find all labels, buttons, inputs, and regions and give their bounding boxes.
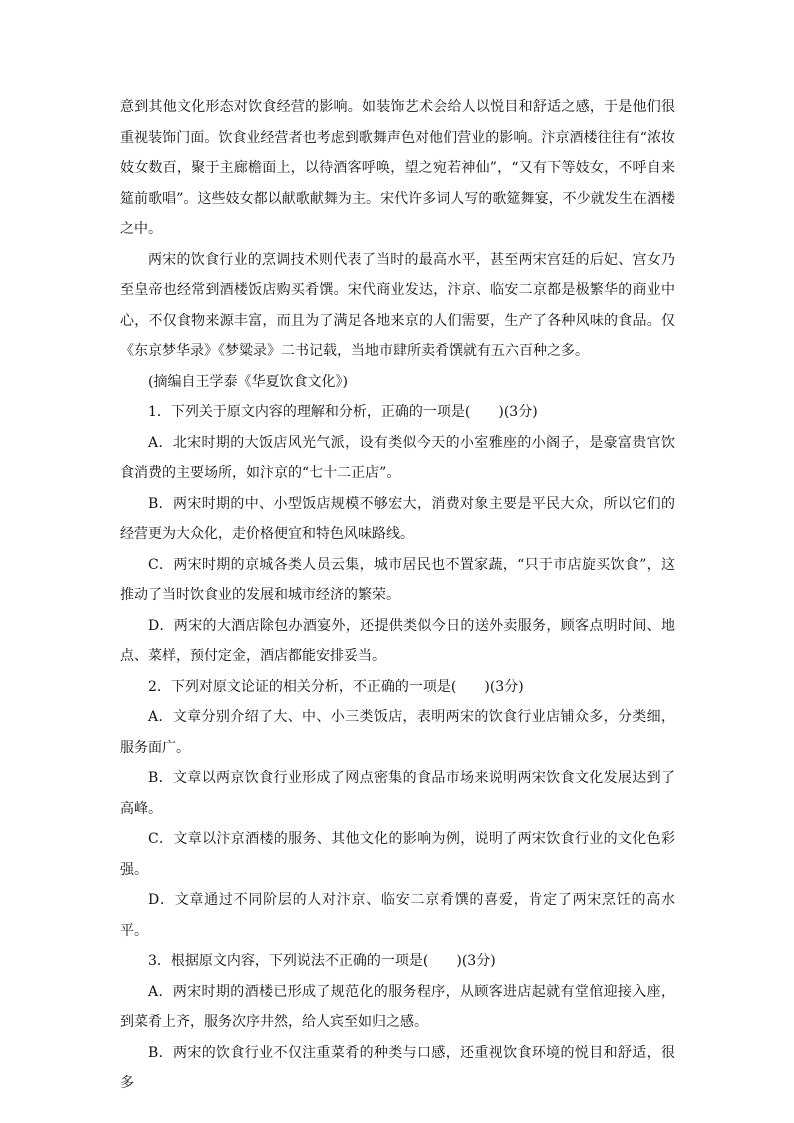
- question-1-option-c: C．两宋时期的京城各类人员云集，城市居民也不置家蔬，“只于市店旋买饮食”，这推动了当时饮食业的发展和城市经济的繁荣。: [120, 556, 675, 603]
- source-citation: (摘编自王学泰《华夏饮食文化》): [148, 373, 348, 390]
- question-2-option-b: B．文章以两京饮食行业形成了网点密集的食品市场来说明两宋饮食文化发展达到了高峰。: [120, 770, 675, 817]
- question-1-stem: 1．下列关于原文内容的理解和分析，正确的一项是( )(3分): [148, 404, 538, 420]
- question-3-stem: 3．根据原文内容，下列说法不正确的一项是( )(3分): [148, 953, 496, 969]
- question-1-option-a: A．北宋时期的大饭店风光气派，设有类似今天的小室雅座的小阁子，是豪富贵官饮食消费的主要场所，如汴京的“七十二正店”。: [120, 434, 675, 481]
- paragraph-cooking-skill: 两宋的饮食行业的烹调技术则代表了当时的最高水平，甚至两宋宫廷的后妃、宫女乃至皇帝也经常到酒楼饭店购买肴馔。宋代商业发达，汴京、临安二京都是极繁华的商业中心，不仅食物来源丰富，而且为了满足各地来京的人们需要，生产了各种风味的食品。仅《东京梦华录》《梦粱录》二书记载，当地市肆所卖肴馔就有五六百种之多。: [120, 251, 675, 359]
- question-3-option-a: A．两宋时期的酒楼已形成了规范化的服务程序，从顾客进店起就有堂倌迎接入座，到菜肴上齐，服务次序井然，给人宾至如归之感。: [120, 983, 675, 1030]
- question-3-option-b: B．两宋的饮食行业不仅注重菜肴的种类与口感，还重视饮食环境的悦目和舒适，很多: [120, 1044, 675, 1091]
- document-page: [120, 92, 675, 1099]
- question-2-stem: 2．下列对原文论证的相关分析，不正确的一项是( )(3分): [148, 678, 524, 695]
- question-2-option-c: C．文章以汴京酒楼的服务、其他文化的影响为例，说明了两宋饮食行业的文化色彩强。: [120, 831, 675, 878]
- question-1-option-b: B．两宋时期的中、小型饭店规模不够宏大，消费对象主要是平民大众，所以它们的经营更为大众化，走价格便宜和特色风味路线。: [120, 495, 675, 542]
- question-2-option-a: A．文章分别介绍了大、中、小三类饭店，表明两宋的饮食行业店铺众多，分类细，服务面广。: [120, 709, 675, 756]
- question-2-option-d: D．文章通过不同阶层的人对汴京、临安二京肴馔的喜爱，肯定了两宋烹饪的高水平。: [120, 892, 675, 939]
- paragraph-decoration-entertainment: 意到其他文化形态对饮食经营的影响。如装饰艺术会给人以悦目和舒适之感，于是他们很重视装饰门面。饮食业经营者也考虑到歌舞声色对他们营业的影响。汴京酒楼往往有“浓妆妓女数百，聚于主廊檐面上，以待酒客呼唤，望之宛若神仙”，“又有下等妓女，不呼自来筵前歌唱”。这些妓女都以献歌献舞为主。宋代许多词人写的歌筵舞宴，不少就发生在酒楼之中。: [120, 99, 675, 237]
- question-1-option-d: D．两宋的大酒店除包办酒宴外，还提供类似今日的送外卖服务，顾客点明时间、地点、菜样，预付定金，酒店都能安排妥当。: [120, 617, 675, 664]
